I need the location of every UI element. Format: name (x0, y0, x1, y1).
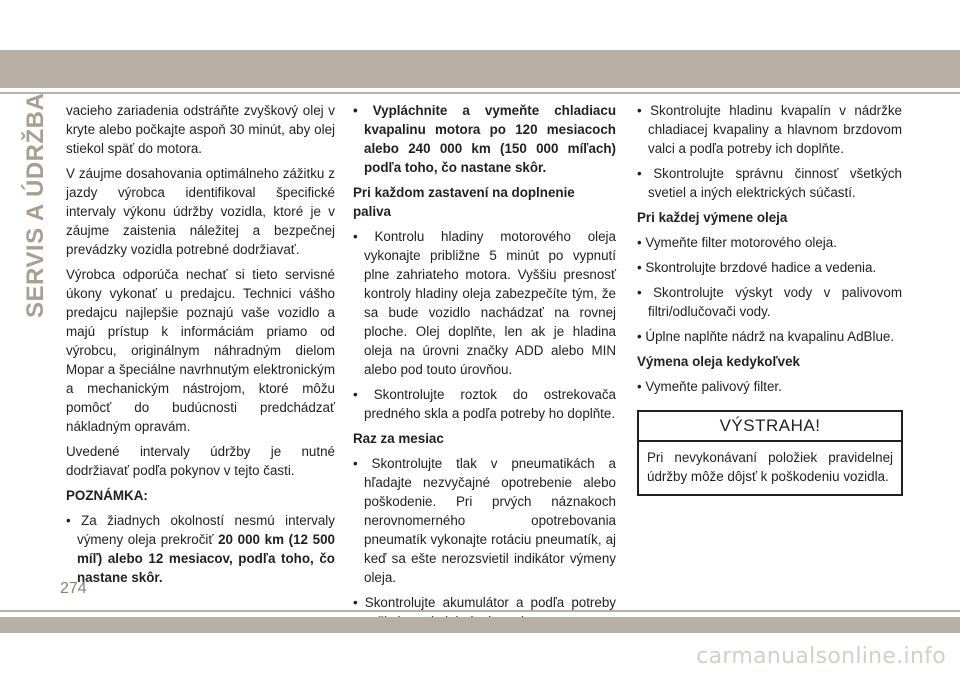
column-2 (353, 101, 616, 637)
list-item: • Úplne naplňte nádrž na kvapalinu AdBlue. (637, 327, 902, 346)
header-band (0, 50, 960, 88)
list-item: • Vymeňte filter motorového oleja. (637, 233, 902, 252)
column-1 (66, 101, 335, 593)
warning-text: Pri nevykonávaní položiek pravidelnej údržby môže dôjsť k poškodeniu vozidla. (647, 450, 893, 484)
list-item: • Skontrolujte akumulátor a podľa potreby (353, 593, 616, 631)
warning-title: VÝSTRAHA! (639, 412, 901, 442)
list-item: • Kontrolu hladiny motorového oleja vykonajte približne 5 minút po vypnutí plne zahriateho motora. Vyššiu presnosť kontroly hladiny oleja zabezpečíte tým, že sa bude vozidlo nachádzať na rovnej ploche. Olej doplňte, len ak je hladina oleja na úrovni značky ADD alebo MIN alebo pod touto úrovňou. (353, 227, 616, 379)
watermark: carmanualsonline.info (696, 644, 946, 669)
list-item: • Skontrolujte správnu činnosť všetkých svetiel a iných elektrických súčastí. (637, 164, 902, 202)
section-heading: Raz za mesiac (353, 431, 444, 446)
footer-rule (0, 610, 960, 612)
section-heading: Pri každom zastavení na doplnenie paliva (353, 185, 575, 219)
section-heading: Výmena oleja kedykoľvek (637, 354, 800, 369)
footer-band (0, 617, 960, 633)
list-item: • Skontrolujte roztok do ostrekovača predného skla a podľa potreby ho doplňte. (353, 385, 616, 423)
list-item (66, 511, 335, 587)
list-item: • Skontrolujte výskyt vody v palivovom filtri/odlučovači vody. (637, 283, 902, 321)
section-title: SERVIS A ÚDRŽBA (22, 92, 49, 318)
warning-box (637, 410, 903, 496)
note-text: Za žiadnych okolností nesmú intervaly výmeny oleja prekročiť (77, 513, 335, 547)
section-heading: Pri každej výmene oleja (637, 210, 788, 225)
paragraph: vacieho zariadenia odstráňte zvyškový olej v kryte alebo počkajte aspoň 30 minút, aby olej stiekol späť do motora. (66, 103, 335, 156)
header-rule (0, 92, 960, 94)
paragraph: Uvedené intervaly údržby je nutné dodržiavať podľa pokynov v tejto časti. (66, 444, 335, 478)
column-3 (637, 101, 902, 496)
note-text-bold: 20 000 km (12 500 míľ) alebo 12 mesiacov, podľa toho, čo nastane skôr. (77, 532, 335, 585)
page-number: 274 (60, 580, 87, 597)
paragraph: Výrobca odporúča nechať si tieto servisné úkony vykonať u predajcu. Technici vášho predajcu najlepšie poznajú vaše vozidlo a majú prístup k informáciám priamo od výrobcu, originálnym náhradným dielom Mopar a špeciálne navrhnutým elektronickým a mechanickým nástrojom, ktoré môžu pomôcť do budúcnosti predchádzať nákladným opravám. (66, 267, 335, 434)
list-item: • Vymeňte palivový filter. (637, 377, 902, 396)
paragraph: V záujme dosahovania optimálneho zážitku z jazdy výrobca identifikoval špecifické intervaly výkonu údržby vozidla, ktoré je v záujme zaistenia náležitej a bezpečnej prevádzky vozidla potrebné dodržiavať. (66, 166, 335, 257)
list-item: • Vypláchnite a vymeňte chladiacu kvapalinu motora po 120 mesiacoch alebo 240 000 km (150 000 míľach) podľa toho, čo nastane skôr. (353, 101, 616, 177)
note-heading: POZNÁMKA: (66, 488, 148, 503)
list-item: • Skontrolujte tlak v pneumatikách a hľadajte nezvyčajné opotrebenie alebo poškodenie. Pri prvých náznakoch nerovnomerného opotrebovania pneumatík vykonajte rotáciu pneumatík, aj keď sa ešte nerozsvietil indikátor výmeny oleja. (353, 454, 616, 587)
list-item: • Skontrolujte brzdové hadice a vedenia. (637, 258, 902, 277)
list-item: • Skontrolujte hladinu kvapalín v nádržke chladiacej kvapaliny a hlavnom brzdovom valci a podľa potreby ich doplňte. (637, 101, 902, 158)
